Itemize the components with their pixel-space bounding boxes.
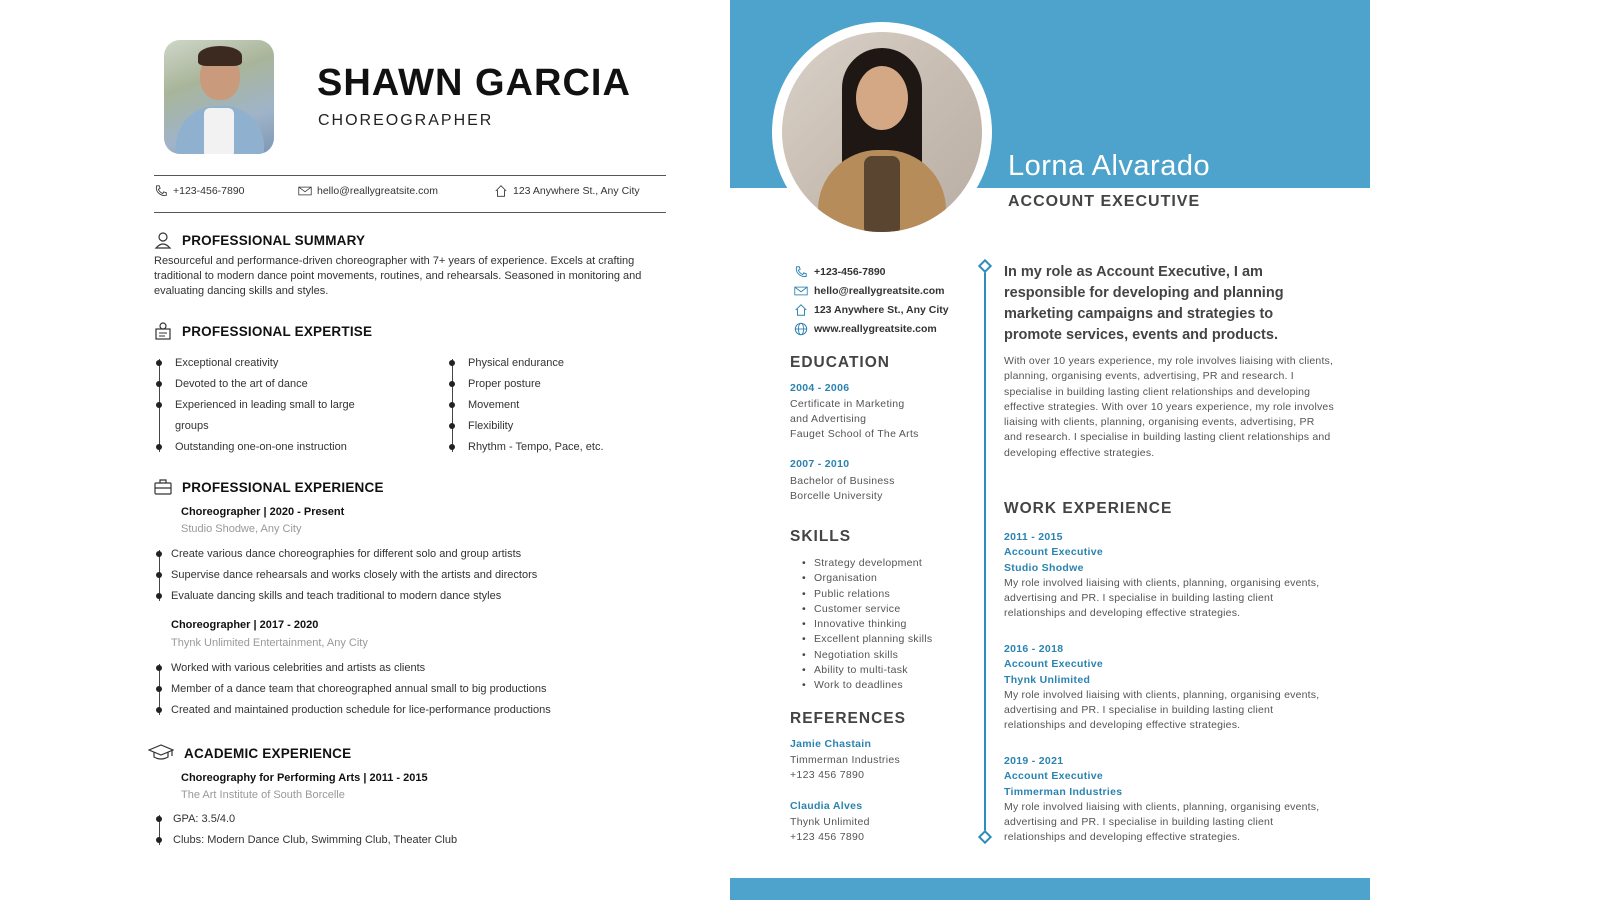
edu-years: 2004 - 2006	[790, 382, 850, 394]
list-item: Exceptional creativity	[154, 353, 355, 374]
list-item: • Strategy development	[802, 556, 932, 571]
globe-icon	[794, 322, 808, 336]
phone-icon	[794, 265, 808, 279]
list-item: • Innovative thinking	[802, 617, 932, 632]
list-item: Outstanding one-on-one instruction	[154, 437, 355, 458]
work-description: My role involved liaising with clients, planning, organising events, advertising and PR. I specialise in building lasting client relationships and developing effective strategies.	[1004, 800, 1320, 844]
section-references-heading: REFERENCES	[790, 710, 906, 727]
job-title: Choreographer | 2020 - Present	[181, 506, 345, 518]
contact-email	[298, 184, 438, 198]
timeline-dot-top	[978, 259, 992, 273]
list-item: Supervise dance rehearsals and works closely with the artists and directors	[154, 565, 537, 586]
list-item: Create various dance choreographies for different solo and group artists	[154, 544, 537, 565]
work-years: 2011 - 2015	[1004, 531, 1063, 543]
edu-line: Fauget School of The Arts	[790, 428, 919, 440]
contact-address	[794, 303, 949, 317]
job-title: Choreographer | 2017 - 2020	[171, 619, 319, 631]
list-item: Member of a dance team that choreographed annual small to big productions	[154, 679, 551, 700]
mail-icon	[298, 184, 312, 198]
list-item: • Organisation	[802, 571, 932, 586]
job-bullets-1	[154, 544, 537, 607]
phone-text: +123-456-7890	[814, 266, 886, 278]
list-item: • Excellent planning skills	[802, 632, 932, 647]
section-summary-heading	[154, 231, 365, 249]
work-company: Timmerman Industries	[1004, 785, 1123, 798]
work-description: My role involved liaising with clients, planning, organising events, advertising and PR. I specialise in building lasting client relationships and developing effective strategies.	[1004, 576, 1320, 620]
list-item: Worked with various celebrities and artists as clients	[154, 658, 551, 679]
profile-photo	[164, 40, 274, 154]
section-expertise-heading	[154, 322, 372, 340]
email-text: hello@reallygreatsite.com	[317, 185, 438, 197]
home-icon	[794, 303, 808, 317]
section-work-heading: WORK EXPERIENCE	[1004, 500, 1173, 517]
list-item: Rhythm - Tempo, Pace, etc.	[447, 437, 604, 458]
section-skills-heading: SKILLS	[790, 528, 852, 545]
divider-bottom	[154, 212, 666, 213]
address-text: 123 Anywhere St., Any City	[814, 304, 949, 316]
timeline-dot-bottom	[978, 830, 992, 844]
work-title: Account Executive	[1004, 546, 1104, 559]
list-item: Physical endurance	[447, 353, 604, 374]
reference-phone: +123 456 7890	[790, 769, 865, 781]
edu-years: 2007 - 2010	[790, 458, 850, 470]
degree-title: Choreography for Performing Arts | 2011 - 2015	[181, 772, 428, 784]
section-experience-heading	[154, 478, 384, 496]
section-title: PROFESSIONAL SUMMARY	[182, 232, 366, 248]
work-title: Account Executive	[1004, 770, 1104, 783]
contact-address	[494, 184, 640, 198]
academic-bullets	[154, 809, 457, 851]
job-company: Studio Shodwe, Any City	[181, 523, 302, 535]
work-item	[1004, 530, 1334, 622]
work-years: 2019 - 2021	[1004, 755, 1064, 767]
mail-icon	[794, 284, 808, 298]
skills-list	[802, 556, 932, 694]
email-text: hello@reallygreatsite.com	[814, 285, 945, 297]
website-text: www.reallygreatsite.com	[814, 323, 937, 335]
intro-statement: In my role as Account Executive, I am responsible for developing and planning marketing campaigns and strategies to promote services, events and products.	[1004, 264, 1284, 343]
list-item: • Ability to multi-task	[802, 663, 932, 678]
user-icon	[154, 231, 172, 249]
reference-details	[790, 753, 900, 783]
edu-details	[790, 397, 919, 442]
contact-website	[794, 322, 937, 336]
section-title: ACADEMIC EXPERIENCE	[184, 745, 352, 761]
school-name: The Art Institute of South Borcelle	[181, 789, 345, 801]
graduation-cap-icon	[148, 744, 174, 762]
list-item: • Work to deadlines	[802, 678, 932, 693]
expertise-list-1	[154, 353, 355, 458]
list-item: • Negotiation skills	[802, 648, 932, 663]
work-title: Account Executive	[1004, 658, 1104, 671]
page-title: SHAWN GARCIA	[317, 62, 631, 104]
reference-company: Timmerman Industries	[790, 754, 901, 766]
list-item: • Customer service	[802, 602, 932, 617]
phone-icon	[154, 184, 168, 198]
page-title: Lorna Alvarado	[1008, 150, 1211, 182]
contact-email	[794, 284, 944, 298]
footer-band	[730, 878, 1370, 900]
section-academic-heading	[148, 744, 351, 762]
list-item: Devoted to the art of dance	[154, 374, 355, 395]
contact-phone	[154, 184, 245, 198]
edu-line: Bachelor of Business	[790, 475, 895, 487]
list-item: groups	[175, 420, 209, 432]
resume-lorna-alvarado	[730, 0, 1370, 900]
list-item: Experienced in leading small to large	[154, 395, 355, 416]
contact-phone	[794, 265, 886, 279]
reference-name: Claudia Alves	[790, 800, 863, 812]
briefcase-icon	[154, 478, 172, 496]
timeline-line	[984, 266, 986, 842]
job-bullets-2	[154, 658, 551, 721]
work-company: Studio Shodwe	[1004, 561, 1084, 574]
list-item: Evaluate dancing skills and teach traditional to modern dance styles	[154, 586, 537, 607]
address-text: 123 Anywhere St., Any City	[513, 185, 640, 197]
section-title: PROFESSIONAL EXPERTISE	[182, 323, 373, 339]
profile-photo	[772, 22, 992, 242]
list-item: Movement	[447, 395, 604, 416]
work-years: 2016 - 2018	[1004, 643, 1064, 655]
list-item: Flexibility	[447, 416, 604, 437]
edu-details	[790, 474, 895, 504]
phone-text: +123-456-7890	[173, 185, 245, 197]
divider-top	[154, 175, 666, 176]
expertise-list-2	[447, 353, 604, 458]
resume-shawn-garcia	[0, 0, 720, 900]
home-icon	[494, 184, 508, 198]
list-item: Proper posture	[447, 374, 604, 395]
profile-text: With over 10 years experience, my role involves liaising with clients, planning, organising events, advertising, PR and research. I specialise in building lasting client relationships and developing effective strategies. With over 10 years experience, my role involves liaising with clients, planning, organising events, advertising, PR and research. I specialise in building lasting client relationships and developing effective strategies.	[1004, 355, 1334, 459]
section-title: PROFESSIONAL EXPERIENCE	[182, 479, 384, 495]
work-description: My role involved liaising with clients, planning, organising events, advertising and PR. I specialise in building lasting client relationships and developing effective strategies.	[1004, 688, 1320, 732]
edu-line: and Advertising	[790, 413, 867, 425]
section-education-heading: EDUCATION	[790, 354, 890, 371]
job-role: CHOREOGRAPHER	[318, 112, 494, 129]
list-item: Clubs: Modern Dance Club, Swimming Club, Theater Club	[154, 830, 457, 851]
list-item: Created and maintained production schedule for lice-performance productions	[154, 700, 551, 721]
work-item	[1004, 642, 1334, 734]
badge-icon	[154, 322, 172, 340]
job-role: ACCOUNT EXECUTIVE	[1008, 193, 1201, 210]
reference-details	[790, 815, 870, 845]
edu-line: Certificate in Marketing	[790, 398, 905, 410]
reference-phone: +123 456 7890	[790, 831, 865, 843]
edu-line: Borcelle University	[790, 490, 883, 502]
job-company: Thynk Unlimited Entertainment, Any City	[171, 637, 368, 649]
work-item	[1004, 754, 1334, 846]
work-company: Thynk Unlimited	[1004, 673, 1091, 686]
list-item: • Public relations	[802, 587, 932, 602]
reference-name: Jamie Chastain	[790, 738, 872, 750]
reference-company: Thynk Unlimited	[790, 816, 870, 828]
list-item: GPA: 3.5/4.0	[154, 809, 457, 830]
summary-text: Resourceful and performance-driven choreographer with 7+ years of experience. Excels at crafting traditional to modern dance point movements, routines, and rehearsals. Seasoned in monitoring and evaluating dancing skills and styles.	[154, 255, 642, 297]
contact-row	[154, 184, 666, 202]
